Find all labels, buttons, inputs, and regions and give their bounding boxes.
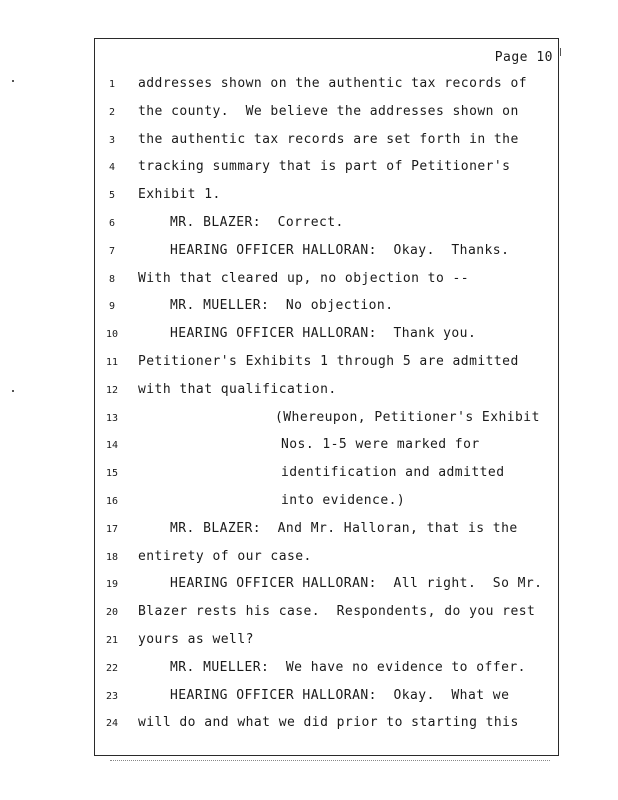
line-text: MR. BLAZER: And Mr. Halloran, that is the xyxy=(170,520,518,536)
transcript-line xyxy=(0,576,618,598)
line-number: 22 xyxy=(105,662,119,674)
line-text: entirety of our case. xyxy=(138,548,312,564)
transcript-line xyxy=(0,271,618,293)
scan-artifact-line xyxy=(110,760,550,762)
line-number: 2 xyxy=(108,106,116,118)
line-number: 9 xyxy=(108,301,116,313)
line-number: 5 xyxy=(108,190,116,202)
transcript-line xyxy=(0,243,618,265)
line-text: Blazer rests his case. Respondents, do you rest xyxy=(138,604,536,620)
line-text: MR. BLAZER: Correct. xyxy=(170,215,344,230)
line-number: 16 xyxy=(105,496,119,507)
line-number: 15 xyxy=(105,468,119,480)
line-number: 11 xyxy=(105,357,119,368)
transcript-line xyxy=(0,354,618,376)
line-number: 1 xyxy=(108,79,116,90)
line-text: MR. MUELLER: No objection. xyxy=(170,298,394,314)
transcript-line xyxy=(0,549,618,571)
line-number: 21 xyxy=(105,635,119,646)
transcript-line xyxy=(0,465,618,487)
line-number: 10 xyxy=(105,329,119,341)
transcript-line xyxy=(0,76,618,98)
line-text: Exhibit 1. xyxy=(138,187,221,203)
line-number: 24 xyxy=(105,718,119,730)
line-number: 3 xyxy=(108,134,116,146)
transcript-line xyxy=(0,437,618,459)
scan-speck xyxy=(560,48,561,56)
line-text: HEARING OFFICER HALLORAN: Okay. Thanks. xyxy=(170,242,510,258)
transcript-line xyxy=(0,104,618,126)
transcript-line xyxy=(0,715,618,737)
line-text: Nos. 1-5 were marked for xyxy=(281,437,480,453)
transcript-line xyxy=(0,298,618,320)
scan-speck xyxy=(12,390,14,392)
line-number: 17 xyxy=(105,523,119,535)
line-number: 8 xyxy=(108,273,116,285)
line-text: will do and what we did prior to starting this xyxy=(138,715,519,731)
transcript-line xyxy=(0,326,618,348)
transcript-line xyxy=(0,382,618,404)
transcript-line xyxy=(0,215,618,237)
line-number: 13 xyxy=(105,412,119,424)
line-number: 12 xyxy=(105,384,119,396)
line-text: addresses shown on the authentic tax records of xyxy=(138,76,528,91)
line-number: 18 xyxy=(105,551,119,563)
line-number: 6 xyxy=(108,218,116,229)
line-text: With that cleared up, no objection to -- xyxy=(138,270,470,286)
line-number: 23 xyxy=(105,690,119,702)
scan-speck xyxy=(12,80,14,82)
line-text: Petitioner's Exhibits 1 through 5 are admitted xyxy=(138,354,519,369)
line-number: 19 xyxy=(105,579,119,591)
line-text: tracking summary that is part of Petitioner's xyxy=(138,159,511,175)
line-text: yours as well? xyxy=(138,632,254,647)
transcript-line xyxy=(0,688,618,710)
transcript-line xyxy=(0,132,618,154)
line-text: into evidence.) xyxy=(281,493,406,508)
transcript-line xyxy=(0,521,618,543)
transcript-line xyxy=(0,159,618,181)
line-text: HEARING OFFICER HALLORAN: All right. So Mr. xyxy=(170,576,543,592)
transcript-line xyxy=(0,410,618,432)
line-text: with that qualification. xyxy=(138,381,337,397)
page-number-label: Page 10 xyxy=(494,50,553,65)
line-text: HEARING OFFICER HALLORAN: Okay. What we xyxy=(170,687,510,703)
transcript-line xyxy=(0,493,618,515)
line-number: 20 xyxy=(105,607,119,619)
line-number: 4 xyxy=(108,162,116,174)
line-text: HEARING OFFICER HALLORAN: Thank you. xyxy=(170,326,477,342)
transcript-line xyxy=(0,660,618,682)
line-number: 7 xyxy=(108,245,116,257)
transcript-line xyxy=(0,632,618,654)
line-text: identification and admitted xyxy=(281,465,505,481)
line-text: (Whereupon, Petitioner's Exhibit xyxy=(275,409,540,425)
line-text: the county. We believe the addresses shown on xyxy=(138,103,519,119)
line-number: 14 xyxy=(105,440,119,452)
transcript-line xyxy=(0,604,618,626)
line-text: the authentic tax records are set forth in the xyxy=(138,131,519,147)
transcript-line xyxy=(0,187,618,209)
line-text: MR. MUELLER: We have no evidence to offer. xyxy=(170,659,526,675)
